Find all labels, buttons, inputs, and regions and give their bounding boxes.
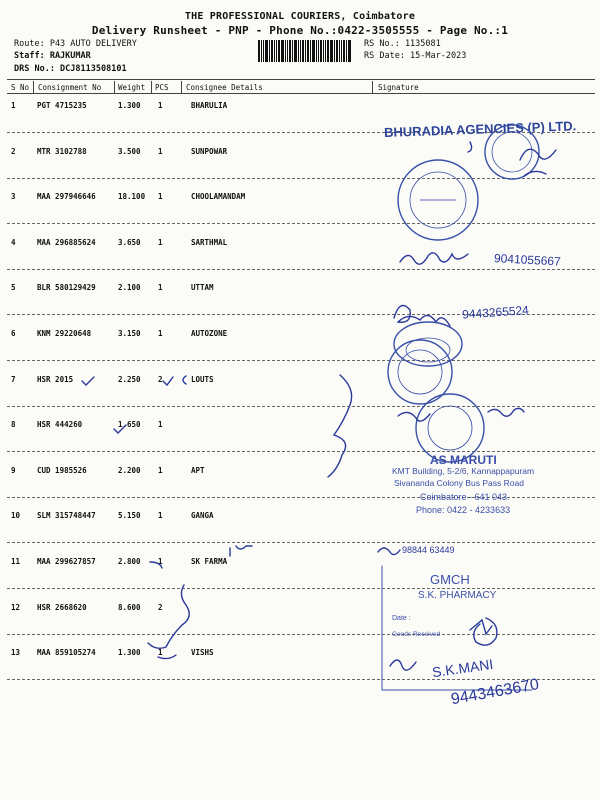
round-stamp-row7 [388,340,452,404]
row-weight: 8.600 [118,603,141,612]
row-consignment-no: CUD 1985526 [37,466,87,475]
route-label: Route: P43 AUTO DELIVERY [14,39,137,49]
drs-number: DRS No.: DCJ8113508101 [14,64,127,74]
runsheet-subtitle: Delivery Runsheet - PNP - Phone No.:0422-3505555 - Page No.:1 [91,24,509,37]
header-signature: Signature [378,83,419,92]
goods-received-label: Goods Received [392,631,441,638]
row-sno: 12 [11,603,21,612]
header-pcs: PCS [155,83,169,92]
row-divider [7,542,595,543]
row-sno: 5 [11,283,16,292]
row-consignee: BHARULIA [191,101,228,110]
row-consignment-no: MAA 859105274 [37,648,96,657]
col-divider [372,81,373,93]
barcode [258,40,354,62]
staff-label: Staff: RAJKUMAR [14,51,91,61]
row-weight: 1.300 [118,648,141,657]
row-consignment-no: SLM 315748447 [37,511,96,520]
col-divider [114,81,115,93]
date-label: Date : [392,615,411,622]
row-consignee: SK FARMA [191,557,228,566]
signature-row13 [390,660,416,670]
row-sno: 2 [11,147,16,156]
row-divider [7,360,595,361]
row-pcs: 1 [158,648,163,657]
row-sno: 3 [11,192,16,201]
row-divider [7,223,595,224]
row-pcs: 1 [158,329,163,338]
table-top-border [7,79,595,80]
maruti-phone: Phone: 0422 - 4233633 [416,505,511,515]
row-weight: 2.100 [118,283,141,292]
row-consignee: CHOOLAMANDAM [191,192,246,201]
choolamandalam-stamp [398,160,478,240]
row-sno: 1 [11,101,16,110]
row-pcs: 1 [158,283,163,292]
phone-row11: 98844 63449 [402,545,455,555]
row-consignee: UTTAM [191,283,214,292]
signature-row11 [378,548,400,555]
maruti-address-1: KMT Building, 5-2/6, Kannappapuram [392,466,535,476]
row-weight: 3.150 [118,329,141,338]
check-mark [163,377,173,385]
row-divider [7,178,595,179]
row-consignee: SARTHMAL [191,238,228,247]
sk-pharmacy-stamp [382,566,532,690]
row-pcs: 1 [158,147,163,156]
row-pcs: 2 [158,603,163,612]
row-consignment-no: PGT 4715235 [37,101,87,110]
header-consignee: Consignee Details [186,83,263,92]
name-row13: S.K.MANI [431,655,495,681]
row-weight: 5.150 [118,511,141,520]
header-weight: Weight [118,83,146,92]
row-weight: 18.100 [118,192,146,201]
row-consignee: GANGA [191,511,214,520]
round-stamp [485,125,539,179]
signature-row8 [488,408,524,416]
gmch-stamp: GMCH [430,572,470,587]
row-pcs: 1 [158,511,163,520]
rs-number: RS No.: 1135081 [364,39,441,49]
row-consignee: VISHS [191,648,214,657]
row-consignee: APT [191,466,205,475]
row-divider [7,451,595,452]
company-title: THE PROFESSIONAL COURIERS, Coimbatore [184,11,416,22]
signature-row4 [400,253,468,264]
row-weight: 3.650 [118,238,141,247]
col-divider [33,81,34,93]
row-pcs: 1 [158,238,163,247]
row-consignment-no: MAA 299627857 [37,557,96,566]
check-mark [82,377,94,385]
row-consignment-no: HSR 2668620 [37,603,87,612]
row-divider [7,634,595,635]
row-divider [7,497,595,498]
row-pcs: 1 [158,466,163,475]
row-consignment-no: KNM 29220648 [37,329,92,338]
col-divider [151,81,152,93]
row-weight: 3.500 [118,147,141,156]
row-consignment-no: HSR 444260 [37,420,83,429]
header-consignment: Consignment No [38,83,102,92]
row-sno: 13 [11,648,21,657]
row-weight: 1.300 [118,101,141,110]
stamp-mark [468,142,472,152]
row-consignment-no: MTR 3102788 [37,147,87,156]
header-sno: S No [11,83,30,92]
phone-row13: 9443463670 [449,676,541,709]
row-divider [7,132,595,133]
row-sno: 6 [11,329,16,338]
signature-row2 [520,149,556,160]
table-header-border [7,93,595,94]
row-pcs: 2 [158,375,163,384]
mark-row11 [230,546,252,556]
row-consignment-no: BLR 580129429 [37,283,96,292]
bracket-mark [328,375,352,477]
col-divider [181,81,182,93]
signature-row5 [394,306,450,327]
signature-row12 [470,620,492,634]
row-weight: 2.800 [118,557,141,566]
row-divider [7,269,595,270]
maruti-address-2: Sivananda Colony Bus Pass Road [394,478,524,488]
row-pcs: 1 [158,101,163,110]
row-pcs: 1 [158,557,163,566]
row-weight: 2.250 [118,375,141,384]
phone-row5: 9443265524 [461,303,530,322]
row-weight: 2.200 [118,466,141,475]
row-sno: 4 [11,238,16,247]
row-divider [7,588,595,589]
phone-row4: 9041055667 [493,251,562,269]
maruti-stamp-title: AS MARUTI [430,453,497,467]
row-consignee: LOUTS [191,375,214,384]
row-pcs: 1 [158,420,163,429]
row-divider [7,679,595,680]
row-consignment-no: MAA 296885624 [37,238,96,247]
row-sno: 11 [11,557,21,566]
row-consignment-no: MAA 297946646 [37,192,96,201]
row-divider [7,314,595,315]
row-sno: 10 [11,511,21,520]
row-sno: 7 [11,375,16,384]
row-divider [7,406,595,407]
row-consignee: SUNPOWAR [191,147,228,156]
bhuradia-stamp: BHURADIA AGENCIES (P) LTD. [383,118,577,140]
bracket-mark [148,585,189,648]
row-consignee: AUTOZONE [191,329,228,338]
row-consignment-no: HSR 2015 [37,375,74,384]
maruti-address-3: Coimbatore - 641 043. [420,492,510,502]
row-pcs: 1 [158,192,163,201]
row-sno: 9 [11,466,16,475]
row-sno: 8 [11,420,16,429]
sk-pharmacy-name: S.K. PHARMACY [418,590,497,601]
rs-date: RS Date: 15-Mar-2023 [364,51,467,61]
row-weight: 1.650 [118,420,141,429]
